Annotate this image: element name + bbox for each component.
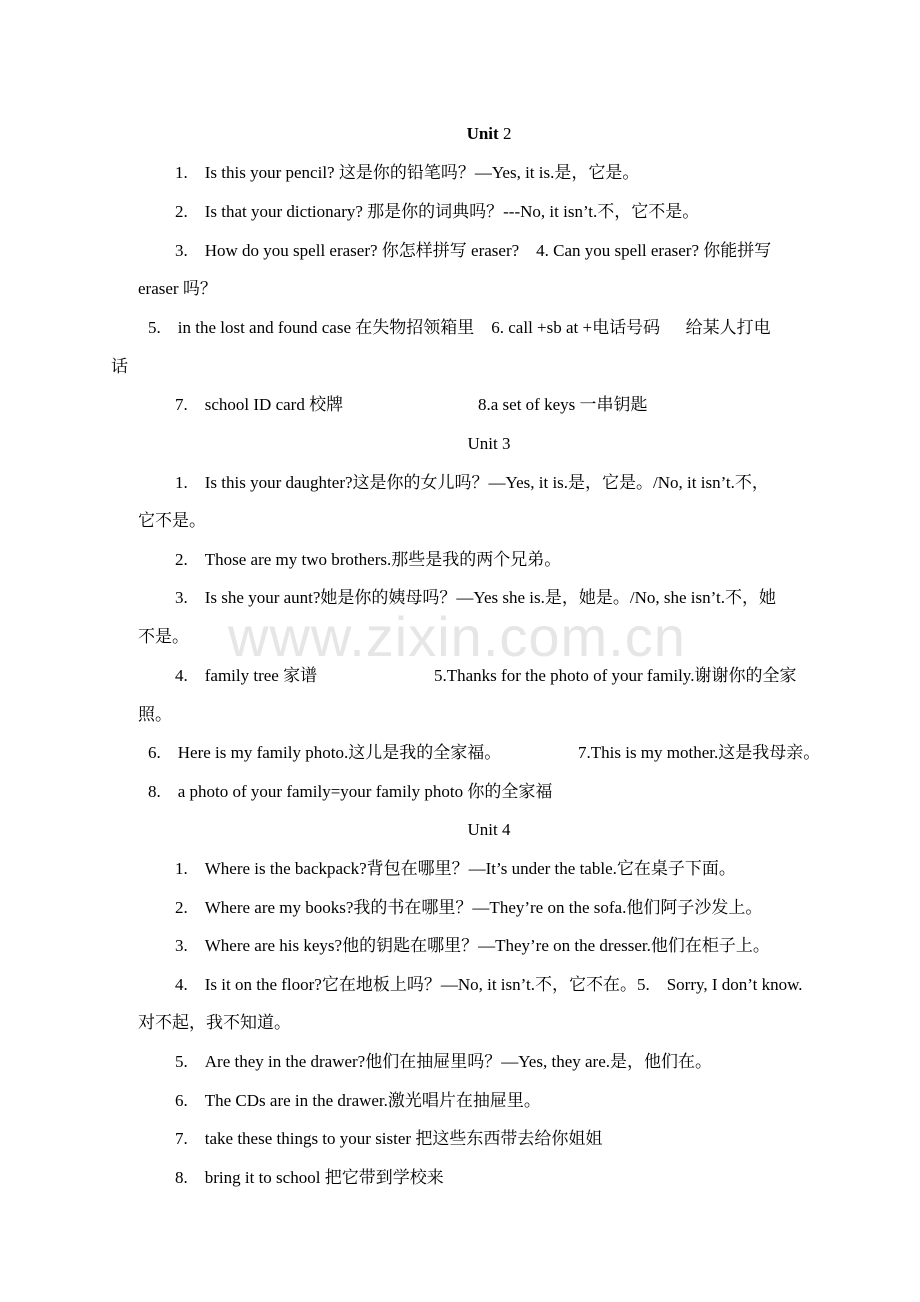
unit-2-item-7: 7. school ID card 校牌 bbox=[175, 395, 344, 414]
unit-4-item-2: 2. Where are my books?我的书在哪里？—They’re on the sofa.他们阿子沙发上。 bbox=[175, 898, 763, 917]
unit-4-item-4: 4. Is it on the floor?它在地板上吗？—No, it isn’t.不，它不在。5. Sorry, I don’t know. bbox=[175, 975, 803, 994]
unit-3-item-1-cont: 它不是。 bbox=[138, 511, 206, 530]
unit-4-item-4-cont: 对不起，我不知道。 bbox=[138, 1013, 291, 1032]
unit-4-item-5: 5. Are they in the drawer?他们在抽屉里吗？—Yes, they are.是，他们在。 bbox=[175, 1052, 712, 1071]
unit-2-item-5-cont: 话 bbox=[111, 357, 128, 376]
unit-2-item-1: 1. Is this your pencil? 这是你的铅笔吗？—Yes, it is.是，它是。 bbox=[175, 163, 640, 182]
unit-2-title-word: Unit bbox=[466, 124, 499, 143]
watermark: www.zixin.com.cn bbox=[228, 605, 686, 668]
unit-3-item-8: 8. a photo of your family=your family photo 你的全家福 bbox=[148, 782, 553, 801]
unit-2-item-5: 5. in the lost and found case 在失物招领箱里 6. call +sb at +电话号码 给某人打电 bbox=[148, 318, 771, 337]
unit-3-item-3: 3. Is she your aunt?她是你的姨母吗？—Yes she is.是，她是。/No, she isn’t.不，她 bbox=[175, 588, 776, 607]
unit-2-item-3-cont: eraser 吗？ bbox=[138, 279, 217, 298]
unit-3-item-5: 5.Thanks for the photo of your family.谢谢你的全家 bbox=[434, 666, 797, 685]
unit-4-item-3: 3. Where are his keys?他的钥匙在哪里？—They’re on the dresser.他们在柜子上。 bbox=[175, 936, 770, 955]
unit-3-item-2: 2. Those are my two brothers.那些是我的两个兄弟。 bbox=[175, 550, 562, 569]
unit-4-title: Unit 4 bbox=[467, 820, 511, 839]
unit-2-item-2: 2. Is that your dictionary? 那是你的词典吗？---No, it isn’t.不，它不是。 bbox=[175, 202, 700, 221]
unit-2-title-number: 2 bbox=[498, 124, 512, 143]
unit-4-item-7: 7. take these things to your sister 把这些东西带去给你姐姐 bbox=[175, 1129, 603, 1148]
unit-4-item-8: 8. bring it to school 把它带到学校来 bbox=[175, 1168, 444, 1187]
unit-3-item-3-cont: 不是。 bbox=[138, 627, 189, 646]
unit-4-item-6: 6. The CDs are in the drawer.激光唱片在抽屉里。 bbox=[175, 1091, 541, 1110]
unit-3-item-6: 6. Here is my family photo.这儿是我的全家福。 bbox=[148, 743, 502, 762]
unit-3-item-4: 4. family tree 家谱 bbox=[175, 666, 318, 685]
unit-3-item-7: 7.This is my mother.这是我母亲。 bbox=[578, 743, 821, 762]
unit-3-item-5-cont: 照。 bbox=[138, 705, 172, 724]
unit-2-item-3: 3. How do you spell eraser? 你怎样拼写 eraser? 4. Can you spell eraser? 你能拼写 bbox=[175, 241, 772, 260]
unit-2-title bbox=[0, 123, 920, 145]
unit-3-item-1: 1. Is this your daughter?这是你的女儿吗？—Yes, it is.是，它是。/No, it isn’t.不， bbox=[175, 473, 769, 492]
unit-2-item-8: 8.a set of keys 一串钥匙 bbox=[478, 395, 648, 414]
unit-3-title: Unit 3 bbox=[467, 434, 511, 453]
unit-4-item-1: 1. Where is the backpack?背包在哪里？—It’s under the table.它在桌子下面。 bbox=[175, 859, 736, 878]
